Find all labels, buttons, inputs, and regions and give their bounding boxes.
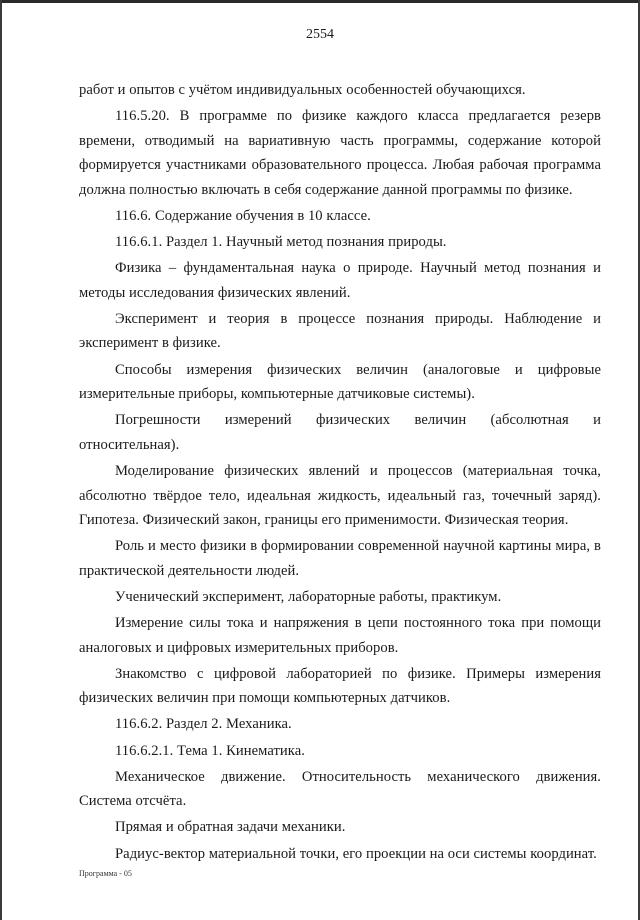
paragraph-radius-vector: Радиус-вектор материальной точки, его проекции на оси системы координат. [115,845,597,862]
paragraph-digital-lab: Знакомство с цифровой лабораторией по физике. Примеры измерения физических величин при помощи компьютерных датчиков. [79,665,601,707]
scan-edge-left [0,0,2,920]
paragraph-physics-science: Физика – фундаментальная наука о природе. Научный метод познания и методы исследования физических явлений. [79,260,601,301]
page-number: 2554 [306,27,334,42]
paragraph-student-experiment: Ученический эксперимент, лабораторные работы, практикум. [115,588,502,605]
paragraph-modeling: Моделирование физических явлений и процессов (материальная точка, абсолютно твёрдое тело, идеальная жидкость, идеальный газ, точечный заряд). Гипотеза. Физический закон, границы его применимости. Физическая теория. [79,462,601,529]
paragraph-mechanical-motion: Механическое движение. Относительность механического движения. Система отсчёта. [79,768,601,810]
paragraph-mechanics-problems: Прямая и обратная задачи механики. [115,819,346,836]
section-heading-mechanics: 116.6.2. Раздел 2. Механика. [115,716,292,733]
paragraph-measurement-methods: Способы измерения физических величин (аналоговые и цифровые измерительные приборы, компьютерные датчиковые системы). [79,361,601,403]
section-heading-10-class: 116.6. Содержание обучения в 10 классе. [115,207,371,224]
paragraph-measurement-errors: Погрешности измерений физических величин (абсолютная и относительная). [79,412,601,453]
section-heading-scientific-method: 116.6.1. Раздел 1. Научный метод познания природы. [115,234,447,251]
paragraph-experiment-theory: Эксперимент и теория в процессе познания природы. Наблюдение и эксперимент в физике. [79,310,601,352]
page-footer: Программа - 05 [79,869,132,878]
paragraph-role-of-physics: Роль и место физики в формировании современной научной картины мира, в практической деятельности людей. [79,538,601,579]
body-text [79,78,601,868]
paragraph-reserve-time: 116.5.20. В программе по физике каждого класса предлагается резерв времени, отводимый на вариативную часть программы, содержание которой формируется участниками образовательного процесса. Любая рабочая программа должна полностью включать в себя содержание данной программы по физике. [79,108,601,198]
paragraph-current-voltage: Измерение силы тока и напряжения в цепи постоянного тока при помощи аналоговых и цифровых измерительных приборов. [79,615,601,656]
paragraph-continuation: работ и опытов с учётом индивидуальных особенностей обучающихся. [79,82,526,98]
section-heading-kinematics: 116.6.2.1. Тема 1. Кинематика. [115,742,305,759]
scan-edge-top [0,0,640,3]
